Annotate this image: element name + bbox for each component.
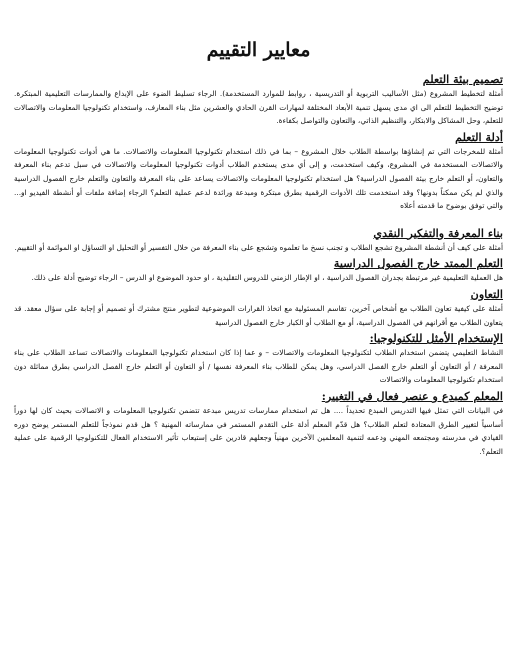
section-text: هل العملية التعليمية غير مرتبطة بجدران الفصول الدراسية ، او الإطار الزمني للدروس التقليدية ، او حدود الموضوع او الدرس – الرجاء توضيح أدلة على ذلك.: [31, 273, 503, 283]
page-title: معايير التقييم: [206, 39, 311, 61]
criterion-section: [14, 256, 503, 285]
section-text: أمثلة لتخطيط المشروع (مثل الأساليب التربوية أو التدريسية ، روابط للموارد المستخدمة). الرجاء تسليط الضوء على الإبداع والممارسات التعليمية المبتكرة. توضيح التخطيط للتعلم الى اي مدى يسهل تنمية الأبعاد المختلفة لمهارات القرن الحادي والعشرين مثل بناء المعارف، واستخدام تكنولوجيا المعلومات والاتصالات للتعلم، وحل المشاكل والابتكار، والتنظيم الذاتي، والتعاون والتواصل بكفاءة.: [14, 89, 503, 126]
section-spacer: [14, 458, 503, 460]
section-spacer: [14, 213, 503, 226]
section-text: النشاط التعليمي يتضمن استخدام الطلاب لتكنولوجيا المعلومات والاتصالات – و عما إذا كان استخدام تكنولوجيا المعلومات والاتصالات تساعد الطلاب على بناء المعرفة / أو التعاون أو التعلم خارج الفصل الدراسي، وهل يمكن للطلاب بناء المعرفة نفسها / أو التعاون أو التعلم خارج الفصل الدراسي بطرق مماثلة دون استخدام تكنولوجيا المعلومات والاتصالات: [14, 348, 503, 385]
criterion-section: [14, 72, 503, 128]
section-text: في البيانات التي تمثل فيها التدريس المبدع تحديداً .... هل تم استخدام ممارسات تدريس مبدعة تتضمن تكنولوجيا المعلومات و الاتصالات بحيث كان لها دوراً أساسياً لتغيير الطرق المعتادة لتعلم الطلاب؟ هل قدّم المعلم أدلة على التقدم المستمر في ممارساته المهنية ؟ هل قدم نموذجاً للتعلم المستمر يوضح دوره القيادي في مدرسته ومجتمعه المهني ودعمه لتنمية المعلمين الآخرين مهنياً وجعلهم قادرين على إستيعاب تأثير الاستخدام الفعال للتكنولوجيا الرقمية على عملية التعلم؟.: [14, 405, 503, 456]
section-heading: بناء المعرفة والتفكير النقدي: [373, 225, 503, 240]
section-text: أمثلة على كيف أن أنشطة المشروع تشجع الطلاب و تجنب نسخ ما تعلموه وتشجع على بناء المعرفة من خلال التفسير أو التحليل او التساؤل او الموائمة أو التقييم.: [14, 242, 503, 252]
section-heading: التعاون: [470, 286, 503, 301]
sections-container: [14, 72, 503, 460]
section-text: أمثلة للمخرجات التي تم إنشاؤها بواسطة الطلاب خلال المشروع – بما في ذلك استخدام تكنولوجيا المعلومات والاتصالات. ما هي أدوات تكنولوجيا المعلومات والاتصالات المستخدمة في المشروع، وكيف استخدمت، و إلى أي مدى يستخدم الطلاب أدوات تكنولوجيا المعلومات والاتصالات في سبل تدعم بناء المعرفة والتعاون، أو التعلم خارج بيئة الفصول الدراسية؟ هل استخدام تكنولوجيا المعلومات والاتصالات يساعد على بناء المعرفة والتعاون والتعلم خارج الفصول الدراسية والذي لم يكن ممكناً بدونها؟ وقد استخدمت تلك الأدوات الرقمية بطرق مبتكرة ومبدعة ورائدة لدعم عملية التعلم؟ الرجاء إضافة ملفات أو أنشطة الفيديو او... والتي توفق بوضوح ما قدمته أعلاه: [14, 146, 503, 211]
section-heading: المعلم كمبدع و عنصر فعال في التغيير:: [321, 388, 503, 403]
section-text: أمثلة على كيفية تعاون الطلاب مع أشخاص آخرين، تقاسم المسئولية مع اتخاذ القرارات الموضوعية لتطوير منتج مشترك أو تصميم أو إجابة على سؤال معقد. قد يتعاون الطلاب مع أقرانهم في الفصول الدراسية، أو مع الطلاب أو الكبار خارج الفصول الدراسية: [14, 303, 503, 327]
section-heading: تصميم بيئة التعلم: [422, 72, 503, 86]
criterion-section: [14, 130, 503, 213]
section-heading: الإستخدام الأمثل للتكنولوجيا:: [369, 331, 503, 346]
section-heading: التعلم الممتد خارج الفصول الدراسية: [333, 256, 503, 271]
criterion-section: [14, 287, 503, 329]
criterion-section: [14, 226, 503, 255]
criterion-section: [14, 331, 503, 387]
criterion-section: [14, 389, 503, 458]
section-heading: أدلة التعلم: [455, 129, 503, 144]
